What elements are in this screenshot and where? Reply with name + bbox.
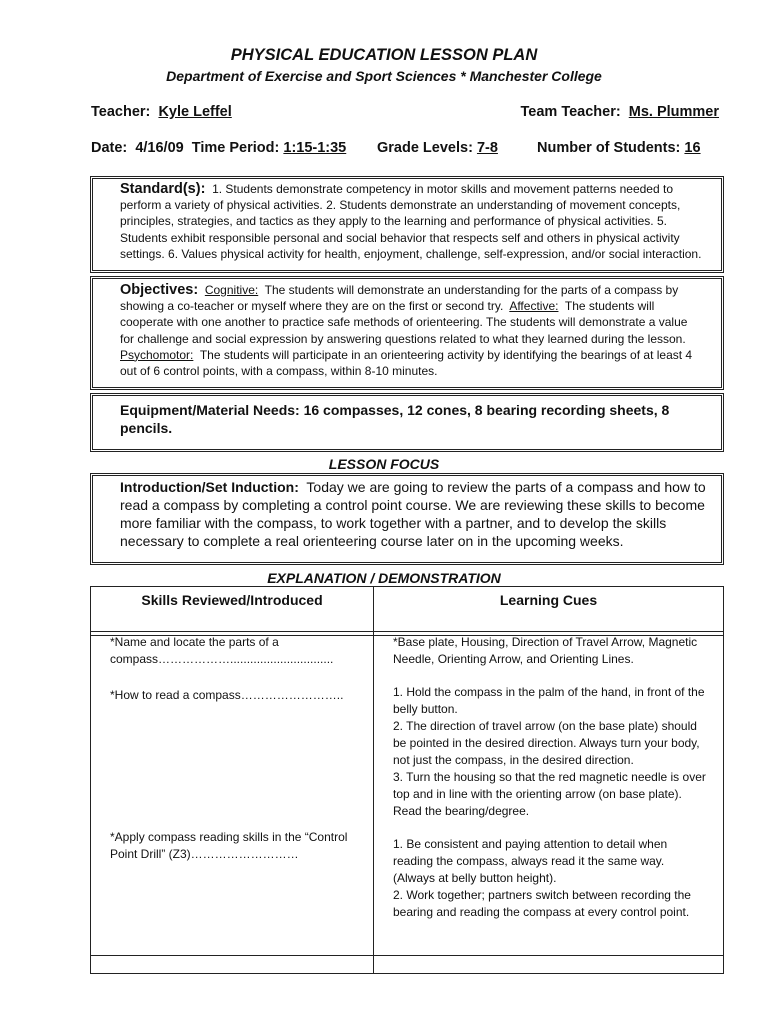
students-value: 16: [684, 140, 701, 156]
grade-value: 7-8: [476, 140, 498, 156]
students-row: [537, 140, 701, 156]
time-label: Time Period:: [191, 140, 280, 156]
students-label: Number of Students:: [537, 140, 681, 156]
page-title: PHYSICAL EDUCATION LESSON PLAN: [230, 46, 538, 64]
cue-item: 2. Work together; partners switch between recording the bearing and reading the compass at every control point.: [393, 888, 691, 919]
lesson-focus-heading: LESSON FOCUS: [328, 456, 440, 472]
objectives-text-block: [120, 282, 700, 379]
teacher-row: [91, 104, 232, 120]
cue-item: 2. The direction of travel arrow (on the base plate) should be pointed in the desired direction. Always turn your body, not just the compass, in the desired direction.: [393, 719, 700, 767]
psychomotor-text: The students will participate in an orienteering activity by identifying the bearings of at least 4 out of 6 control points, with a compass, within 8-10 minutes.: [120, 347, 693, 379]
explanation-table: [90, 586, 724, 974]
skill-item: *Apply compass reading skills in the “Control Point Drill” (Z3)………………………: [110, 830, 348, 861]
standards-box: [90, 176, 724, 273]
grade-row: [377, 140, 498, 156]
cue-item: 3. Turn the housing so that the red magnetic needle is over top and in line with the orienting arrow (on base plate). Read the bearing/degree.: [393, 770, 706, 818]
introduction-label: Introduction/Set Induction:: [120, 479, 299, 495]
objectives-label: Objectives:: [120, 282, 199, 298]
bottom-row-divider: [91, 955, 723, 956]
cue-item: 1. Hold the compass in the palm of the hand, in front of the belly button.: [393, 685, 705, 716]
affective-text: The students will cooperate with one another to practice safe methods of orienteering. The students will demonstrate a value for challenge and social expression by answering questions related to what they learned during the lesson.: [120, 299, 688, 346]
psychomotor-label: Psychomotor:: [120, 347, 194, 362]
explanation-heading: EXPLANATION / DEMONSTRATION: [267, 570, 501, 586]
affective-label: Affective:: [509, 299, 559, 314]
cues-column-header: Learning Cues: [499, 592, 598, 608]
grade-label: Grade Levels:: [377, 140, 473, 156]
cue-group: [393, 684, 709, 820]
date-row: [91, 140, 346, 156]
cue-item: 1. Be consistent and paying attention to detail when reading the compass, always read it the same way. (Always at belly button height).: [393, 837, 668, 885]
objectives-box: [90, 276, 724, 390]
cue-group: [393, 836, 709, 921]
page-subtitle: Department of Exercise and Sport Sciences * Manchester College: [166, 68, 602, 84]
introduction-text: Today we are going to review the parts of a compass and how to read a compass by completing a control point course. We are reviewing these skills to become more familiar with the compass, to work together with a partner, and to develop the skills necessary to complete a real orienteering course later on in the upcoming weeks.: [120, 479, 706, 549]
cue-item: *Base plate, Housing, Direction of Travel Arrow, Magnetic Needle, Orienting Arrow, and Orienting Lines.: [393, 635, 698, 666]
equipment-text: Equipment/Material Needs: 16 compasses, 12 cones, 8 bearing recording sheets, 8 pencils.: [120, 402, 670, 436]
column-divider: [373, 587, 374, 973]
standards-text: 1. Students demonstrate competency in motor skills and movement patterns needed to perform a variety of physical activities. 2. Students demonstrate an understanding of movement concepts, principles, strategies, and tactics as they apply to the learning and performance of physical activities. 5. Students exhibit responsible personal and social behavior that respects self and others in physical activity settings. 6. Values physical activity for health, enjoyment, challenge, self-expression, and/or social interaction.: [120, 182, 702, 261]
cognitive-text: The students will demonstrate an understanding for the parts of a compass by showing a co-teacher or myself where they are on the first or second try.: [120, 283, 679, 314]
introduction-text-block: [120, 478, 712, 550]
date-label: Date:: [91, 140, 128, 156]
team-teacher-row: [520, 104, 719, 120]
time-value: 1:15-1:35: [283, 140, 347, 156]
introduction-box: [90, 473, 724, 565]
cognitive-label: Cognitive:: [204, 283, 259, 297]
teacher-label: Teacher:: [91, 104, 151, 120]
cue-group: [393, 634, 709, 668]
team-teacher-label: Team Teacher:: [520, 104, 621, 120]
skill-item: *How to read a compass……………………..: [110, 688, 344, 702]
date-value: 4/16/09: [135, 140, 184, 156]
standards-text-block: [120, 181, 705, 262]
standards-label: Standard(s):: [120, 181, 206, 197]
teacher-name: Kyle Leffel: [158, 104, 232, 120]
equipment-box: [90, 393, 724, 452]
header-divider: [91, 631, 723, 632]
skills-column-header: Skills Reviewed/Introduced: [141, 592, 323, 608]
team-teacher-name: Ms. Plummer: [628, 104, 719, 120]
skill-item: *Name and locate the parts of a compass………………...............................: [110, 635, 334, 666]
